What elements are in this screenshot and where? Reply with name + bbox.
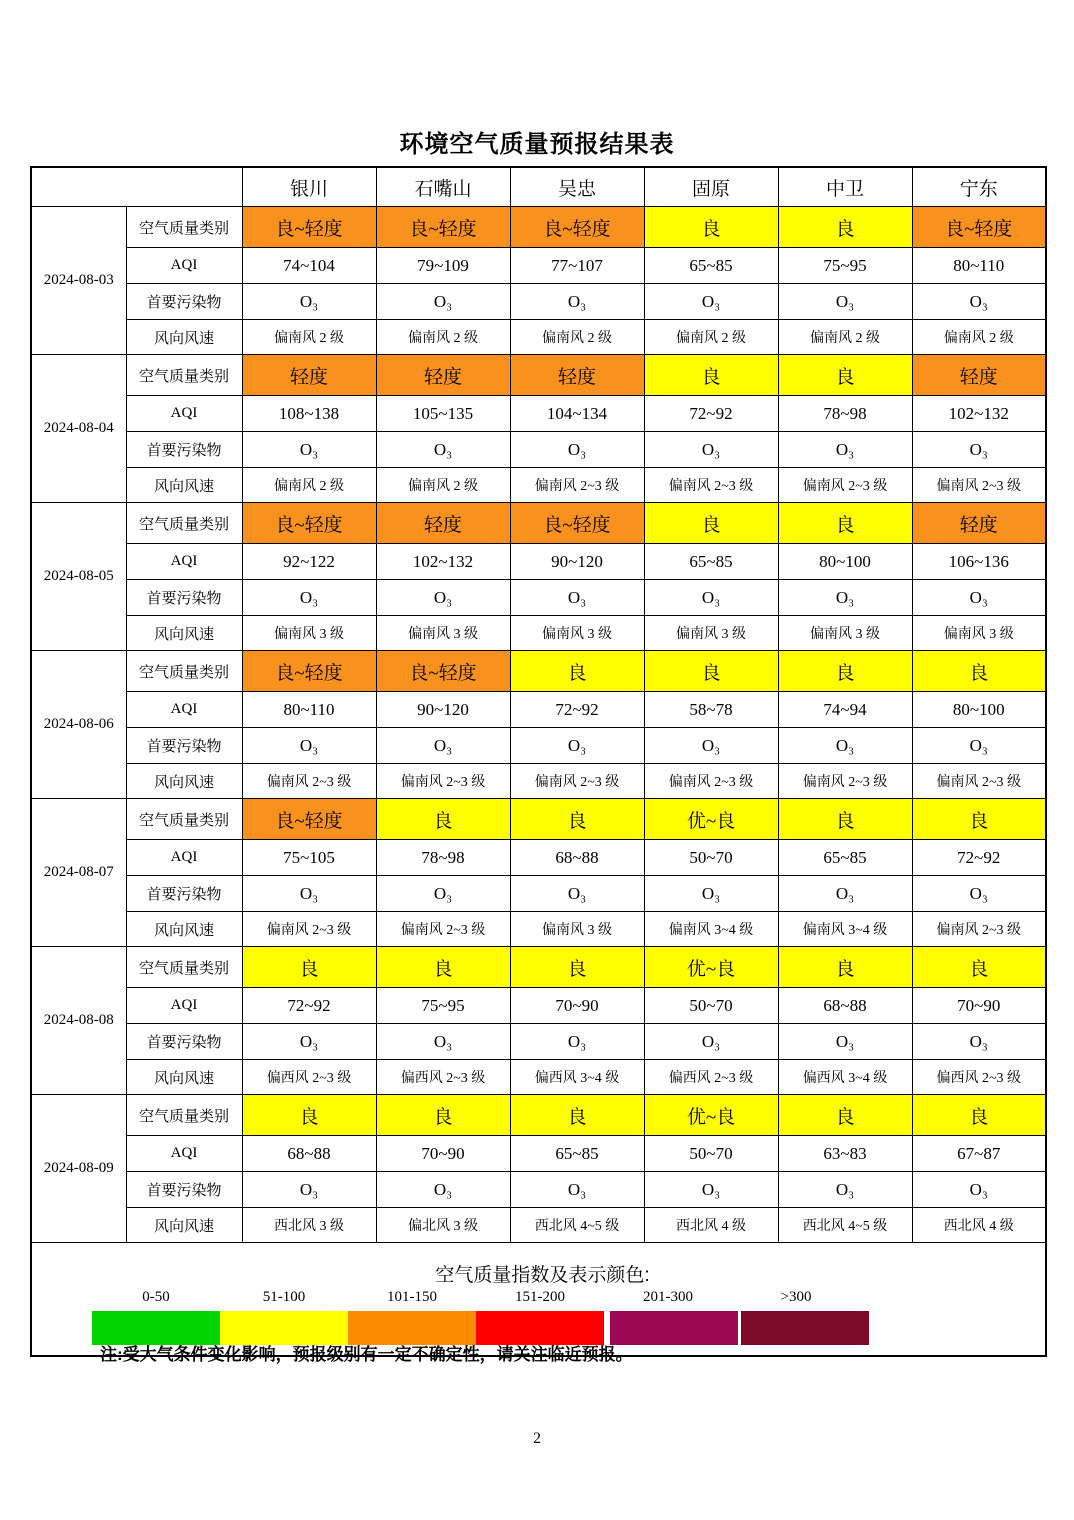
forecast-table-body (31, 207, 1046, 1243)
table-row (31, 1060, 1046, 1095)
table-row (31, 1172, 1046, 1208)
pollutant-cell: O₃ (376, 284, 510, 320)
wind-cell: 偏西风 2~3 级 (376, 1060, 510, 1095)
legend-range-label: 0-50 (142, 1288, 170, 1305)
category-cell: 良 (644, 355, 778, 396)
pollutant-cell: O₃ (644, 432, 778, 468)
table-row (31, 503, 1046, 544)
wind-cell: 偏北风 3 级 (376, 1208, 510, 1243)
aqi-cell: 65~85 (644, 544, 778, 580)
pollutant-cell: O₃ (510, 284, 644, 320)
aqi-cell: 74~104 (242, 248, 376, 284)
category-cell: 优~良 (644, 1095, 778, 1136)
aqi-cell: 80~110 (242, 692, 376, 728)
category-cell: 轻度 (510, 355, 644, 396)
pollutant-cell: O₃ (912, 728, 1046, 764)
pollutant-cell: O₃ (912, 876, 1046, 912)
table-row (31, 284, 1046, 320)
pollutant-cell: O₃ (644, 580, 778, 616)
pollutant-cell: O₃ (644, 728, 778, 764)
wind-cell: 偏南风 2 级 (376, 468, 510, 503)
row-label-pollutant: 首要污染物 (126, 432, 242, 468)
wind-cell: 偏南风 3 级 (778, 616, 912, 651)
aqi-cell: 70~90 (912, 988, 1046, 1024)
row-label-pollutant: 首要污染物 (126, 728, 242, 764)
row-label-category: 空气质量类别 (126, 651, 242, 692)
row-label-category: 空气质量类别 (126, 207, 242, 248)
table-row (31, 728, 1046, 764)
wind-cell: 西北风 4~5 级 (510, 1208, 644, 1243)
row-label-wind: 风向风速 (126, 764, 242, 799)
wind-cell: 偏南风 2 级 (242, 468, 376, 503)
pollutant-cell: O₃ (510, 1024, 644, 1060)
legend-title: 空气质量指数及表示颜色: (435, 1264, 650, 1286)
category-cell: 良 (510, 1095, 644, 1136)
category-cell: 良 (376, 799, 510, 840)
category-cell: 良 (510, 651, 644, 692)
row-label-aqi: AQI (126, 988, 242, 1024)
category-cell: 良 (242, 1095, 376, 1136)
pollutant-cell: O₃ (376, 1172, 510, 1208)
legend-ranges (92, 1289, 1045, 1306)
aqi-cell: 72~92 (242, 988, 376, 1024)
category-cell: 良 (912, 651, 1046, 692)
category-cell: 良~轻度 (912, 207, 1046, 248)
pollutant-cell: O₃ (242, 1024, 376, 1060)
aqi-cell: 75~95 (778, 248, 912, 284)
table-row (31, 947, 1046, 988)
aqi-cell: 104~134 (510, 396, 644, 432)
category-cell: 良~轻度 (242, 207, 376, 248)
wind-cell: 偏西风 2~3 级 (644, 1060, 778, 1095)
aqi-cell: 78~98 (778, 396, 912, 432)
column-header-yinchuan: 银川 (242, 167, 376, 207)
header-row (31, 167, 1046, 207)
category-cell: 良 (510, 947, 644, 988)
row-label-category: 空气质量类别 (126, 503, 242, 544)
pollutant-cell: O₃ (376, 432, 510, 468)
category-cell: 轻度 (376, 503, 510, 544)
pollutant-cell: O₃ (912, 580, 1046, 616)
aqi-cell: 68~88 (778, 988, 912, 1024)
table-row (31, 876, 1046, 912)
pollutant-cell: O₃ (376, 1024, 510, 1060)
aqi-cell: 90~120 (510, 544, 644, 580)
table-row (31, 1024, 1046, 1060)
legend-range-label: >300 (780, 1288, 812, 1305)
category-cell: 良 (644, 207, 778, 248)
wind-cell: 偏南风 2~3 级 (778, 468, 912, 503)
row-label-wind: 风向风速 (126, 912, 242, 947)
aqi-cell: 92~122 (242, 544, 376, 580)
pollutant-cell: O₃ (510, 432, 644, 468)
category-cell: 良~轻度 (242, 651, 376, 692)
row-label-aqi: AQI (126, 840, 242, 876)
aqi-cell: 50~70 (644, 988, 778, 1024)
row-label-wind: 风向风速 (126, 616, 242, 651)
category-cell: 轻度 (242, 355, 376, 396)
column-header-ningdong: 宁东 (912, 167, 1046, 207)
aqi-cell: 50~70 (644, 1136, 778, 1172)
category-cell: 良 (778, 207, 912, 248)
category-cell: 良 (912, 799, 1046, 840)
pollutant-cell: O₃ (510, 876, 644, 912)
row-label-category: 空气质量类别 (126, 799, 242, 840)
pollutant-cell: O₃ (778, 432, 912, 468)
aqi-cell: 78~98 (376, 840, 510, 876)
pollutant-cell: O₃ (912, 432, 1046, 468)
pollutant-cell: O₃ (510, 580, 644, 616)
column-header-shizuishan: 石嘴山 (376, 167, 510, 207)
pollutant-cell: O₃ (778, 284, 912, 320)
wind-cell: 西北风 4~5 级 (778, 1208, 912, 1243)
aqi-cell: 80~100 (912, 692, 1046, 728)
aqi-cell: 77~107 (510, 248, 644, 284)
aqi-cell: 80~100 (778, 544, 912, 580)
category-cell: 良~轻度 (376, 651, 510, 692)
row-label-wind: 风向风速 (126, 468, 242, 503)
date-cell: 2024-08-05 (31, 503, 126, 651)
wind-cell: 偏南风 2~3 级 (912, 468, 1046, 503)
date-cell: 2024-08-03 (31, 207, 126, 355)
category-cell: 良~轻度 (510, 503, 644, 544)
wind-cell: 偏南风 2~3 级 (242, 912, 376, 947)
pollutant-cell: O₃ (912, 1172, 1046, 1208)
wind-cell: 偏南风 2 级 (644, 320, 778, 355)
aqi-cell: 80~110 (912, 248, 1046, 284)
legend-color-swatch (741, 1311, 869, 1345)
aqi-cell: 72~92 (912, 840, 1046, 876)
row-label-pollutant: 首要污染物 (126, 1024, 242, 1060)
aqi-cell: 72~92 (510, 692, 644, 728)
aqi-cell: 106~136 (912, 544, 1046, 580)
date-cell: 2024-08-08 (31, 947, 126, 1095)
page-title: 环境空气质量预报结果表 (399, 132, 675, 158)
aqi-cell: 102~132 (912, 396, 1046, 432)
aqi-cell: 75~105 (242, 840, 376, 876)
category-cell: 良 (376, 1095, 510, 1136)
page-number: 2 (533, 1430, 541, 1447)
aqi-cell: 72~92 (644, 396, 778, 432)
category-cell: 良~轻度 (242, 503, 376, 544)
pollutant-cell: O₃ (376, 580, 510, 616)
column-header-zhongwei: 中卫 (778, 167, 912, 207)
category-cell: 良 (778, 799, 912, 840)
corner-cell (31, 167, 242, 207)
wind-cell: 偏西风 2~3 级 (912, 1060, 1046, 1095)
table-row (31, 799, 1046, 840)
row-label-aqi: AQI (126, 692, 242, 728)
aqi-cell: 79~109 (376, 248, 510, 284)
row-label-category: 空气质量类别 (126, 355, 242, 396)
row-label-wind: 风向风速 (126, 320, 242, 355)
legend-range-label: 201-300 (643, 1288, 693, 1305)
aqi-cell: 65~85 (778, 840, 912, 876)
pollutant-cell: O₃ (912, 284, 1046, 320)
wind-cell: 偏南风 3 级 (510, 912, 644, 947)
pollutant-cell: O₃ (376, 876, 510, 912)
table-row (31, 355, 1046, 396)
wind-cell: 偏西风 3~4 级 (778, 1060, 912, 1095)
pollutant-cell: O₃ (644, 1024, 778, 1060)
aqi-cell: 58~78 (644, 692, 778, 728)
category-cell: 良~轻度 (510, 207, 644, 248)
date-cell: 2024-08-04 (31, 355, 126, 503)
pollutant-cell: O₃ (510, 1172, 644, 1208)
pollutant-cell: O₃ (778, 580, 912, 616)
wind-cell: 偏南风 2~3 级 (376, 764, 510, 799)
table-row (31, 651, 1046, 692)
row-label-aqi: AQI (126, 1136, 242, 1172)
aqi-cell: 65~85 (510, 1136, 644, 1172)
category-cell: 良 (242, 947, 376, 988)
legend-cell (31, 1243, 1046, 1357)
aqi-cell: 74~94 (778, 692, 912, 728)
aqi-cell: 102~132 (376, 544, 510, 580)
wind-cell: 偏南风 2~3 级 (644, 468, 778, 503)
aqi-cell: 65~85 (644, 248, 778, 284)
aqi-cell: 70~90 (376, 1136, 510, 1172)
pollutant-cell: O₃ (376, 728, 510, 764)
date-cell: 2024-08-07 (31, 799, 126, 947)
wind-cell: 偏南风 2~3 级 (376, 912, 510, 947)
wind-cell: 西北风 4 级 (644, 1208, 778, 1243)
table-row (31, 840, 1046, 876)
legend-row (31, 1243, 1046, 1357)
category-cell: 良~轻度 (242, 799, 376, 840)
legend-range-label: 151-200 (515, 1288, 565, 1305)
category-cell: 良 (912, 947, 1046, 988)
table-row (31, 468, 1046, 503)
wind-cell: 偏西风 3~4 级 (510, 1060, 644, 1095)
row-label-aqi: AQI (126, 248, 242, 284)
aqi-cell: 108~138 (242, 396, 376, 432)
wind-cell: 偏南风 3 级 (510, 616, 644, 651)
category-cell: 良 (644, 503, 778, 544)
wind-cell: 偏南风 2 级 (778, 320, 912, 355)
aqi-cell: 68~88 (510, 840, 644, 876)
legend-range-label: 51-100 (262, 1288, 306, 1305)
category-cell: 良 (778, 503, 912, 544)
row-label-pollutant: 首要污染物 (126, 876, 242, 912)
aqi-cell: 75~95 (376, 988, 510, 1024)
pollutant-cell: O₃ (510, 728, 644, 764)
pollutant-cell: O₃ (912, 1024, 1046, 1060)
legend-range-label: 101-150 (387, 1288, 437, 1305)
wind-cell: 偏南风 3 级 (644, 616, 778, 651)
pollutant-cell: O₃ (242, 432, 376, 468)
category-cell: 良 (376, 947, 510, 988)
row-label-pollutant: 首要污染物 (126, 1172, 242, 1208)
category-cell: 优~良 (644, 947, 778, 988)
table-row (31, 580, 1046, 616)
wind-cell: 偏南风 2~3 级 (510, 468, 644, 503)
wind-cell: 偏西风 2~3 级 (242, 1060, 376, 1095)
aqi-cell: 67~87 (912, 1136, 1046, 1172)
date-cell: 2024-08-06 (31, 651, 126, 799)
row-label-pollutant: 首要污染物 (126, 580, 242, 616)
column-header-guyuan: 固原 (644, 167, 778, 207)
wind-cell: 偏南风 2~3 级 (778, 764, 912, 799)
category-cell: 轻度 (912, 355, 1046, 396)
category-cell: 轻度 (376, 355, 510, 396)
row-label-aqi: AQI (126, 396, 242, 432)
wind-cell: 偏南风 2~3 级 (912, 764, 1046, 799)
pollutant-cell: O₃ (644, 284, 778, 320)
wind-cell: 偏南风 3 级 (242, 616, 376, 651)
pollutant-cell: O₃ (242, 1172, 376, 1208)
row-label-aqi: AQI (126, 544, 242, 580)
pollutant-cell: O₃ (644, 1172, 778, 1208)
pollutant-cell: O₃ (778, 1024, 912, 1060)
row-label-category: 空气质量类别 (126, 1095, 242, 1136)
category-cell: 优~良 (644, 799, 778, 840)
wind-cell: 偏南风 3~4 级 (644, 912, 778, 947)
wind-cell: 偏南风 2~3 级 (510, 764, 644, 799)
table-row (31, 432, 1046, 468)
table-row (31, 396, 1046, 432)
wind-cell: 偏南风 2 级 (242, 320, 376, 355)
table-row (31, 544, 1046, 580)
category-cell: 良 (778, 947, 912, 988)
category-cell: 良 (912, 1095, 1046, 1136)
wind-cell: 偏南风 2~3 级 (242, 764, 376, 799)
table-row (31, 1136, 1046, 1172)
table-row (31, 764, 1046, 799)
table-row (31, 1208, 1046, 1243)
aqi-cell: 63~83 (778, 1136, 912, 1172)
wind-cell: 西北风 3 级 (242, 1208, 376, 1243)
pollutant-cell: O₃ (242, 284, 376, 320)
pollutant-cell: O₃ (778, 728, 912, 764)
wind-cell: 偏南风 3 级 (912, 616, 1046, 651)
pollutant-cell: O₃ (242, 876, 376, 912)
wind-cell: 偏南风 2 级 (376, 320, 510, 355)
table-row (31, 1095, 1046, 1136)
wind-cell: 偏南风 3~4 级 (778, 912, 912, 947)
column-header-wuzhong: 吴忠 (510, 167, 644, 207)
category-cell: 轻度 (912, 503, 1046, 544)
table-row (31, 320, 1046, 355)
table-row (31, 248, 1046, 284)
row-label-wind: 风向风速 (126, 1060, 242, 1095)
category-cell: 良 (778, 355, 912, 396)
table-row (31, 616, 1046, 651)
row-label-category: 空气质量类别 (126, 947, 242, 988)
forecast-note: 注:受大气条件变化影响，预报级别有一定不确定性，请关注临近预报。 (100, 1345, 633, 1364)
table-row (31, 912, 1046, 947)
pollutant-cell: O₃ (778, 1172, 912, 1208)
legend-band (92, 1289, 1045, 1345)
aqi-cell: 105~135 (376, 396, 510, 432)
wind-cell: 偏南风 2 级 (510, 320, 644, 355)
wind-cell: 偏南风 2~3 级 (644, 764, 778, 799)
row-label-pollutant: 首要污染物 (126, 284, 242, 320)
forecast-table (30, 166, 1047, 1357)
wind-cell: 西北风 4 级 (912, 1208, 1046, 1243)
wind-cell: 偏南风 2~3 级 (912, 912, 1046, 947)
date-cell: 2024-08-09 (31, 1095, 126, 1243)
table-row (31, 988, 1046, 1024)
pollutant-cell: O₃ (242, 728, 376, 764)
aqi-cell: 68~88 (242, 1136, 376, 1172)
table-row (31, 692, 1046, 728)
wind-cell: 偏南风 2 级 (912, 320, 1046, 355)
aqi-cell: 90~120 (376, 692, 510, 728)
pollutant-cell: O₃ (242, 580, 376, 616)
wind-cell: 偏南风 3 级 (376, 616, 510, 651)
category-cell: 良 (778, 1095, 912, 1136)
pollutant-cell: O₃ (778, 876, 912, 912)
table-row (31, 207, 1046, 248)
category-cell: 良 (644, 651, 778, 692)
category-cell: 良 (510, 799, 644, 840)
category-cell: 良~轻度 (376, 207, 510, 248)
aqi-cell: 70~90 (510, 988, 644, 1024)
pollutant-cell: O₃ (644, 876, 778, 912)
row-label-wind: 风向风速 (126, 1208, 242, 1243)
category-cell: 良 (778, 651, 912, 692)
aqi-cell: 50~70 (644, 840, 778, 876)
